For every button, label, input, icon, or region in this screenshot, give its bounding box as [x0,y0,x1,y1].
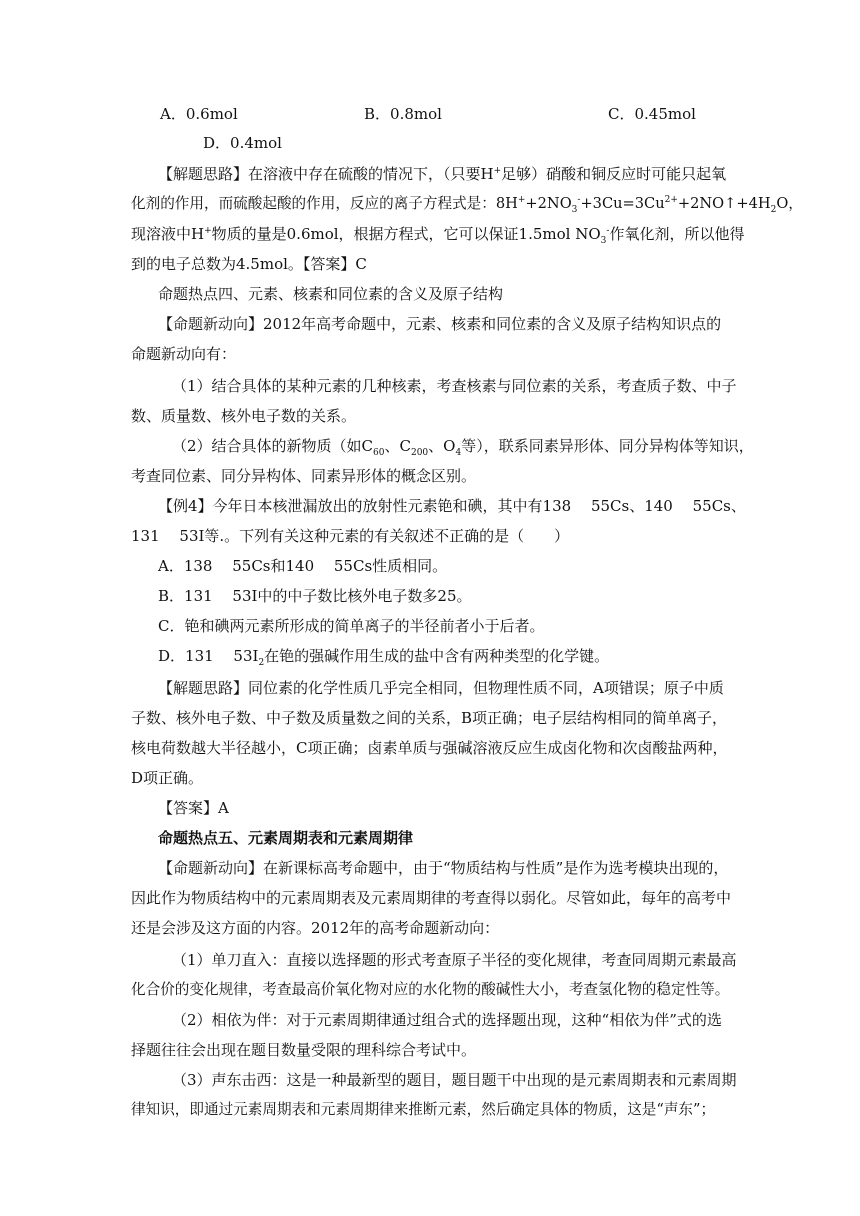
trend-line-2: 命题新动向有： [131,345,237,363]
example-4-option-b: B．131 53I中的中子数比核外电子数多25。 [158,587,472,605]
trend5-item-3b: 律知识，即通过元素周期表和元素周期律来推断元素，然后确定具体的物质，这是“声东”； [131,1101,716,1118]
trend-item-1b: 数、质量数、核外电子数的关系。 [131,407,357,425]
option-d: D．0.4mol [203,134,282,152]
trend5-item-3a: （3）声东击西：这是一种最新型的题目，题目题干中出现的是元素周期表和元素周期 [172,1071,737,1089]
solution-4-line-3: 核电荷数越大半径越小，C项正确；卤素单质与强碱溶液反应生成卤化物和次卤酸盐两种， [131,739,728,757]
solution-4-line-4: D项正确。 [131,769,204,787]
trend5-line-3: 还是会涉及这方面的内容。2012年的高考命题新动向： [131,919,500,937]
answer-4: 【答案】A [158,799,229,817]
trend-item-1a: （1）结合具体的某种元素的几种核素，考查核素与同位素的关系，考查质子数、中子 [172,377,737,395]
solution-4-line-1: 【解题思路】同位素的化学性质几乎完全相同，但物理性质不同，A项错误；原子中质 [158,679,724,697]
trend5-item-2a: （2）相依为伴：对于元素周期律通过组合式的选择题出现，这种“相依为伴”式的选 [172,1011,722,1029]
section-heading-5: 命题热点五、元素周期表和元素周期律 [158,829,414,847]
solution-4-line-2: 子数、核外电子数、中子数及质量数之间的关系，B项正确；电子层结构相同的简单离子， [131,709,728,727]
solution-line-4: 到的电子总数为4.5mol。【答案】C [131,255,367,273]
trend5-item-1b: 化合价的变化规律，考查最高价氧化物对应的水化物的酸碱性大小，考查氢化物的稳定性等。 [131,981,730,998]
example-4-option-c: C．铯和碘两元素所形成的简单离子的半径前者小于后者。 [158,617,545,635]
options-row [0,104,860,124]
example-4-line-1: 【例4】今年日本核泄漏放出的放射性元素铯和碘，其中有138 55Cs、140 55Cs、 [158,497,746,515]
trend5-item-2b: 择题往往会出现在题目数量受限的理科综合考试中。 [131,1041,477,1059]
example-4-option-a: A．138 55Cs和140 55Cs性质相同。 [158,557,448,575]
option-c: C．0.45mol [608,105,696,123]
trend5-line-2: 因此作为物质结构中的元素周期表及元素周期律的考查得以弱化。尽管如此，每年的高考中 [131,889,732,907]
example-4-line-2: 131 53I等.。下列有关这种元素的有关叙述不正确的是（ ） [131,527,570,545]
trend-item-2a: （2）结合具体的新物质（如$C_{60}$、$C_{200}$、$O_4$等），联系同素异形体、同分异构体等知识， [172,437,754,458]
trend-line-1: 【命题新动向】2012年高考命题中，元素、核素和同位素的含义及原子结构知识点的 [158,315,722,333]
solution-line-2: 化剂的作用，而硫酸起酸的作用，反应的离子方程式是：$8H^++2NO_3^-+3Cu=3Cu^{2+}+2NO↑+4H_2O$， [131,195,803,215]
trend5-line-1: 【命题新动向】在新课标高考命题中，由于“物质结构与性质”是作为选考模块出现的， [158,859,729,877]
option-b: B．0.8mol [364,105,442,123]
example-4-option-d: D．131 $53I_2$在铯的强碱作用生成的盐中含有两种类型的化学键。 [158,647,610,668]
section-heading-4: 命题热点四、元素、核素和同位素的含义及原子结构 [158,285,504,303]
option-a: A．0.6mol [160,105,238,123]
trend-item-2b: 考查同位素、同分异构体、同素异形体的概念区别。 [131,467,477,485]
trend5-item-1a: （1）单刀直入：直接以选择题的形式考查原子半径的变化规律，考查同周期元素最高 [172,951,737,969]
solution-line-1: 【解题思路】在溶液中存在硫酸的情况下，（只要H+足够）硝酸和铜反应时可能只起氧 [158,165,727,183]
solution-line-3: 现溶液中H+物质的量是0.6mol，根据方程式，它可以保证1.5mol $NO_3^-$作氧化剂，所以他得 [131,225,745,246]
